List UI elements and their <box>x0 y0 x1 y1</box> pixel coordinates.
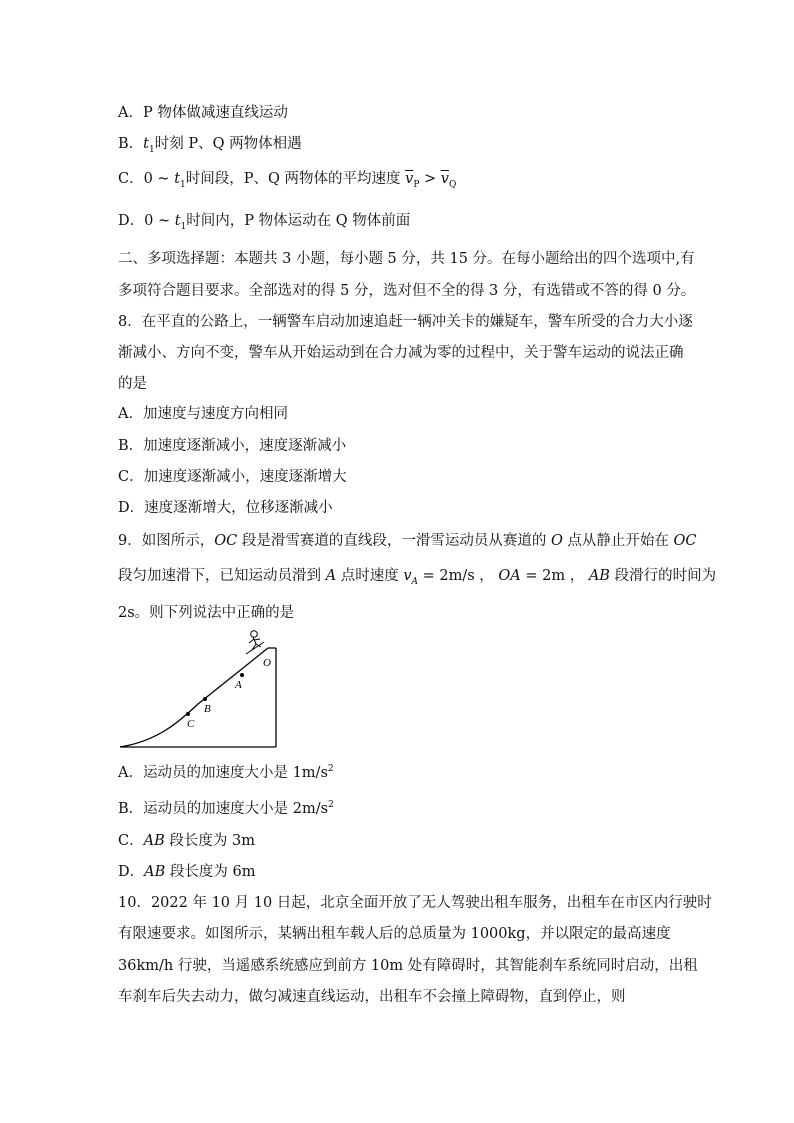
label-o: O <box>263 657 271 669</box>
q7-option-c: C．0 ~ $t_1$时间段，P、Q 两物体的平均速度 $\overline{v}_P > \overline{v}_Q$ <box>118 171 457 190</box>
q8-option-a: A．加速度与速度方向相同 <box>118 406 288 422</box>
label-a: A <box>235 679 242 691</box>
skier-icon <box>246 631 264 654</box>
point-c-dot <box>186 712 190 716</box>
section-heading-line1: 二、多项选择题：本题共 3 小题，每小题 5 分，共 15 分。在每小题给出的四个选项中,有 <box>118 251 695 267</box>
q9-option-c: C．AB 段长度为 3m <box>118 833 255 849</box>
label-b: B <box>204 703 211 715</box>
point-a-dot <box>240 673 244 677</box>
section-heading-line2: 多项符合题目要求。全部选对的得 5 分，选对但不全的得 3 分，有选错或不答的得 0 分。 <box>118 283 696 299</box>
q9-stem-line3: 2s。则下列说法中正确的是 <box>118 605 295 621</box>
q8-option-c: C．加速度逐渐减小，速度逐渐增大 <box>118 469 347 485</box>
ski-slope-figure <box>118 626 283 750</box>
q9-option-a: A．运动员的加速度大小是 $1m/s^2$ <box>118 764 334 781</box>
slope-curve <box>120 648 276 747</box>
q8-stem-line2: 渐减小、方向不变，警车从开始运动到在合力减为零的过程中，关于警车运动的说法正确 <box>118 345 684 361</box>
q7-option-b: B．$t_1$时刻 P、Q 两物体相遇 <box>118 136 302 155</box>
q10-stem-line1: 10．2022 年 10 月 10 日起，北京全面开放了无人驾驶出租车服务，出租车在市区内行驶时 <box>118 895 712 911</box>
q7-option-a: A．P 物体做减速直线运动 <box>118 105 288 121</box>
q9-option-d: D．AB 段长度为 6m <box>118 864 256 880</box>
q10-stem-line2: 有限速要求。如图所示，某辆出租车载人后的总质量为 1000kg，并以限定的最高速度 <box>118 926 671 942</box>
q9-option-b: B．运动员的加速度大小是 $2m/s^2$ <box>118 800 334 817</box>
q8-option-b: B．加速度逐渐减小，速度逐渐减小 <box>118 438 347 454</box>
q8-stem-line1: 8．在平直的公路上，一辆警车启动加速追赶一辆冲关卡的嫌疑车，警车所受的合力大小逐 <box>118 314 693 330</box>
point-b-dot <box>203 697 207 701</box>
label-c: C <box>187 718 195 730</box>
q10-stem-line3: 36km/h 行驶，当遥感系统感应到前方 10m 处有障碍时，其智能刹车系统同时启动，出租 <box>118 958 698 974</box>
q9-stem-line1: 9．如图所示，OC 段是滑雪赛道的直线段，一滑雪运动员从赛道的 O 点从静止开始在 OC <box>118 533 697 549</box>
q7-option-d: D．0 ~ $t_1$时间内，P 物体运动在 Q 物体前面 <box>118 213 411 232</box>
q8-option-d: D．速度逐渐增大，位移逐渐减小 <box>118 500 333 516</box>
q10-stem-line4: 车刹车后失去动力，做匀减速直线运动，出租车不会撞上障碍物，直到停止，则 <box>118 989 626 1005</box>
q9-stem-line2: 段匀加速滑下，已知运动员滑到 A 点时速度 $v_A = 2m/s$ ， OA = 2m ， AB 段滑行的时间为 <box>118 568 717 587</box>
q8-stem-line3: 的是 <box>118 376 147 392</box>
